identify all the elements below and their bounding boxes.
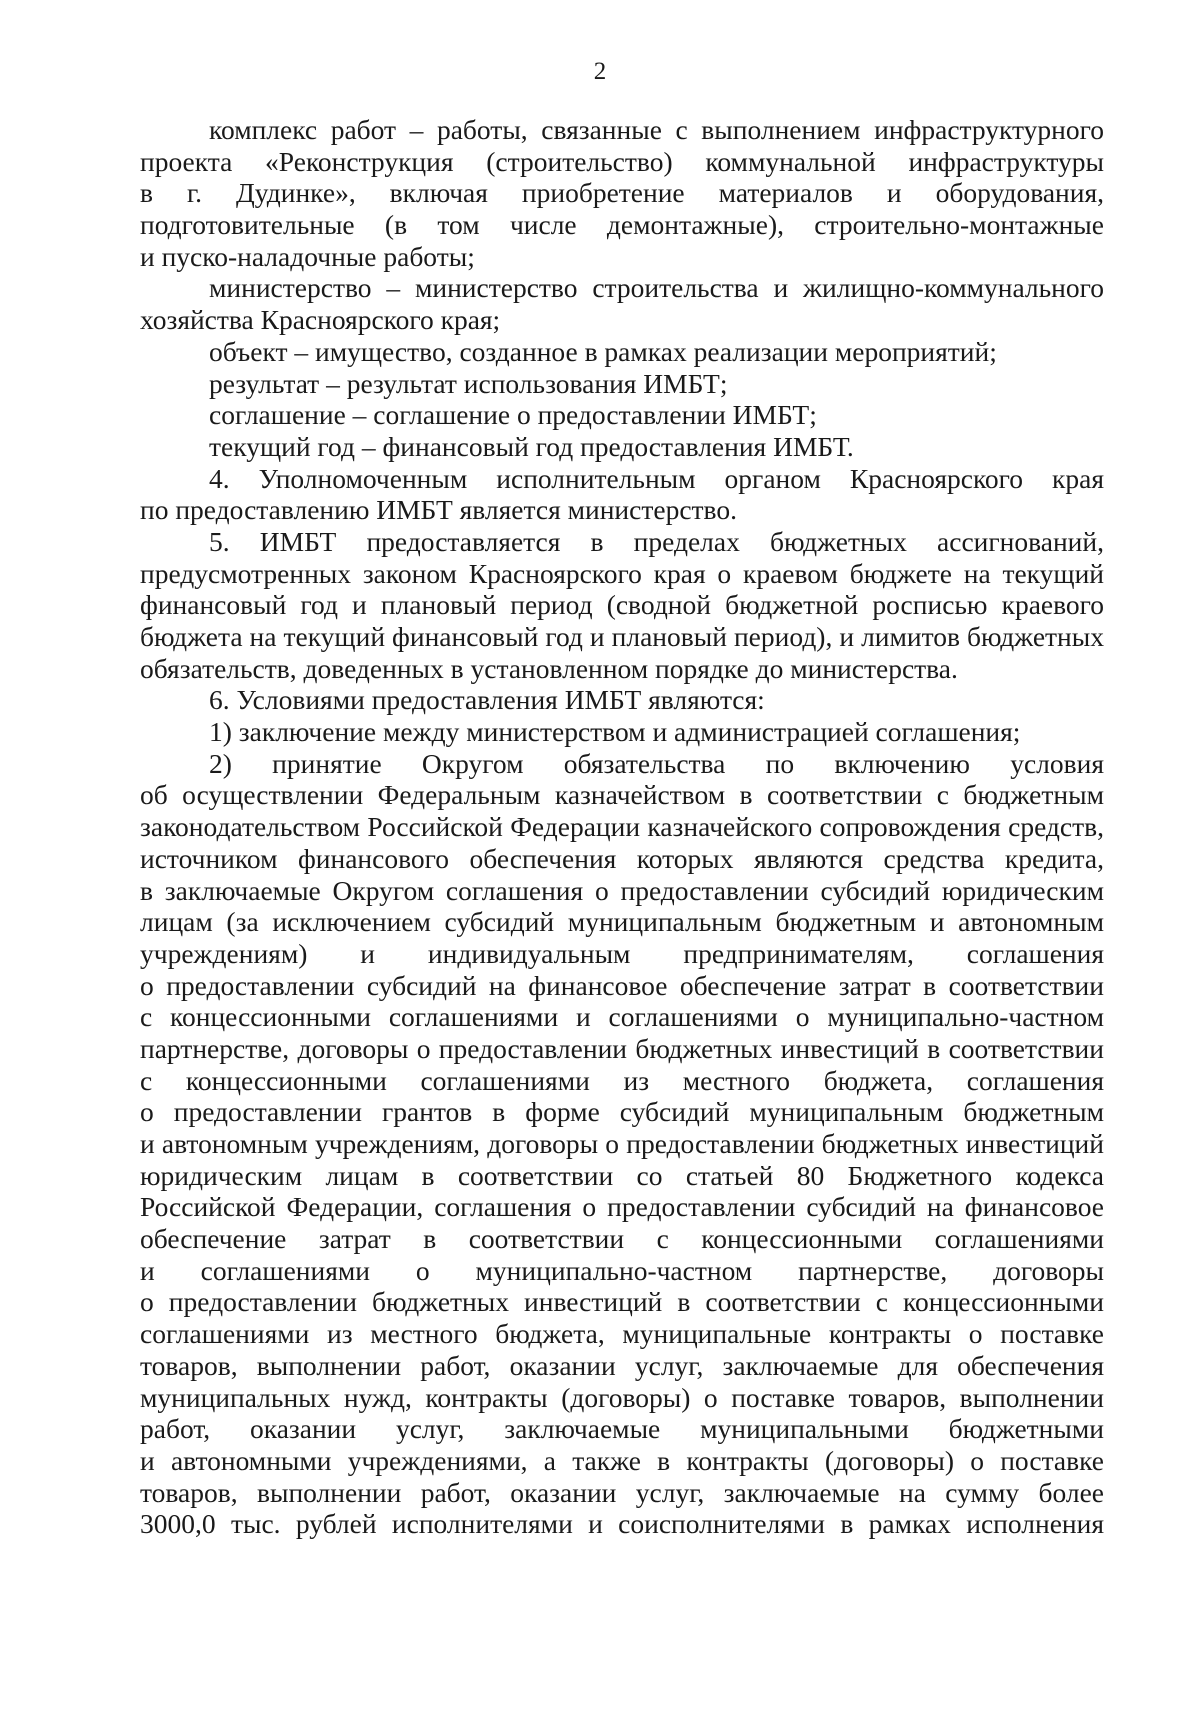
text-line: с концессионными соглашениями и соглашениями о муниципально-частном <box>140 1001 1104 1033</box>
text-line: соглашение – соглашение о предоставлении ИМБТ; <box>209 399 817 431</box>
text-line: хозяйства Красноярского края; <box>140 304 501 336</box>
text-line: в г. Дудинке», включая приобретение материалов и оборудования, <box>140 177 1104 209</box>
text-line: проекта «Реконструкция (строительство) коммунальной инфраструктуры <box>140 145 1104 177</box>
text-line: и пуско-наладочные работы; <box>140 240 475 272</box>
text-line: и автономными учреждениями, а также в контракты (договоры) о поставке <box>140 1444 1104 1476</box>
text-line: работ, оказании услуг, заключаемые муниципальными бюджетными <box>140 1413 1104 1445</box>
text-line: Российской Федерации, соглашения о предоставлении субсидий на финансовое <box>140 1191 1104 1223</box>
text-line: 4. Уполномоченным исполнительным органом Красноярского края <box>209 462 1104 494</box>
text-line: юридическим лицам в соответствии со статьей 80 Бюджетного кодекса <box>140 1159 1104 1191</box>
text-line: по предоставлению ИМБТ является министерство. <box>140 494 737 526</box>
text-line: объект – имущество, созданное в рамках реализации мероприятий; <box>209 335 997 367</box>
text-line: бюджета на текущий финансовый год и плановый период), и лимитов бюджетных <box>140 621 1104 652</box>
text-line: результат – результат использования ИМБТ; <box>209 367 728 399</box>
text-line: об осуществлении Федеральным казначейством в соответствии с бюджетным <box>140 779 1104 811</box>
text-line: товаров, выполнении работ, оказании услуг, заключаемые на сумму более <box>140 1476 1104 1508</box>
text-line: подготовительные (в том числе демонтажные), строительно-монтажные <box>140 209 1104 241</box>
text-line: 2) принятие Округом обязательства по включению условия <box>209 747 1104 779</box>
text-line: 3000,0 тыс. рублей исполнителями и соисполнителями в рамках исполнения <box>140 1508 1104 1540</box>
text-line: товаров, выполнении работ, оказании услуг, заключаемые для обеспечения <box>140 1349 1104 1381</box>
text-line: 1) заключение между министерством и администрацией соглашения; <box>209 716 1021 748</box>
text-line: финансовый год и плановый период (сводной бюджетной росписью краевого <box>140 589 1104 621</box>
text-line: 6. Условиями предоставления ИМБТ являются: <box>209 684 765 716</box>
page-number: 2 <box>593 58 607 85</box>
text-line: учреждениям) и индивидуальным предпринимателям, соглашения <box>140 937 1104 969</box>
text-line: и автономным учреждениям, договоры о предоставлении бюджетных инвестиций <box>140 1128 1104 1159</box>
text-line: обязательств, доведенных в установленном порядке до министерства. <box>140 652 958 684</box>
text-line: законодательством Российской Федерации казначейского сопровождения средств, <box>140 811 1104 843</box>
text-line: и соглашениями о муниципально-частном партнерстве, договоры <box>140 1254 1104 1286</box>
text-line: партнерстве, договоры о предоставлении бюджетных инвестиций в соответствии <box>140 1032 1104 1064</box>
document-body <box>140 114 1104 1540</box>
text-line: в заключаемые Округом соглашения о предоставлении субсидий юридическим <box>140 874 1104 906</box>
text-line: с концессионными соглашениями из местного бюджета, соглашения <box>140 1064 1104 1096</box>
text-line: министерство – министерство строительства и жилищно-коммунального <box>209 272 1104 304</box>
text-line: текущий год – финансовый год предоставления ИМБТ. <box>209 430 854 462</box>
text-line: о предоставлении бюджетных инвестиций в соответствии с концессионными <box>140 1286 1104 1318</box>
text-line: источником финансового обеспечения которых являются средства кредита, <box>140 842 1104 874</box>
text-line: лицам (за исключением субсидий муниципальным бюджетным и автономным <box>140 906 1104 938</box>
text-line: муниципальных нужд, контракты (договоры) о поставке товаров, выполнении <box>140 1381 1104 1413</box>
text-line: комплекс работ – работы, связанные с выполнением инфраструктурного <box>209 114 1104 145</box>
text-line: о предоставлении грантов в форме субсидий муниципальным бюджетным <box>140 1096 1104 1128</box>
text-line: обеспечение затрат в соответствии с концессионными соглашениями <box>140 1223 1104 1255</box>
text-line: о предоставлении субсидий на финансовое обеспечение затрат в соответствии <box>140 969 1104 1001</box>
text-line: соглашениями из местного бюджета, муниципальные контракты о поставке <box>140 1318 1104 1350</box>
text-line: предусмотренных законом Красноярского края о краевом бюджете на текущий <box>140 557 1104 589</box>
text-line: 5. ИМБТ предоставляется в пределах бюджетных ассигнований, <box>209 525 1104 557</box>
